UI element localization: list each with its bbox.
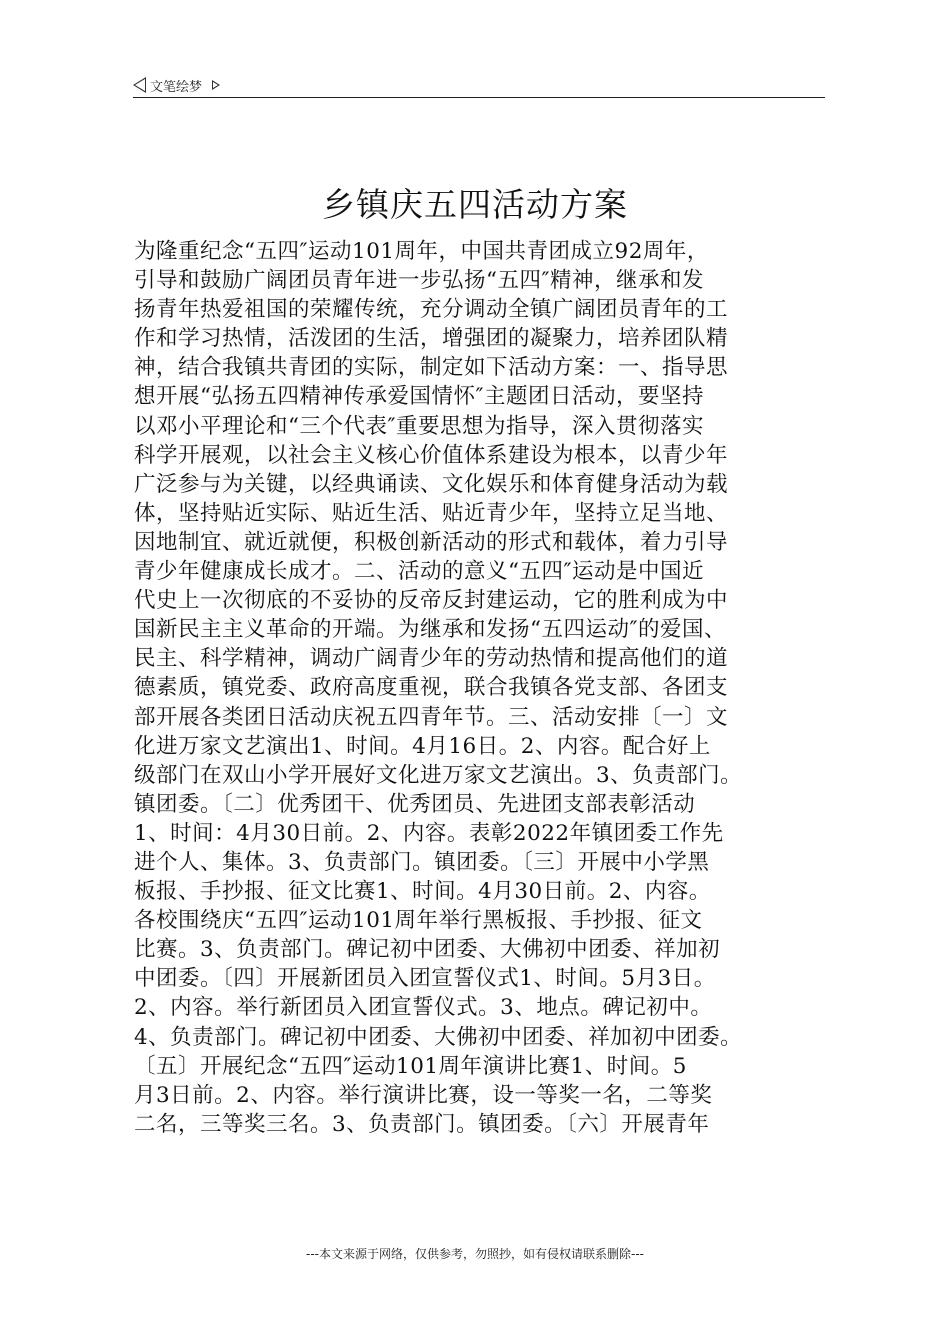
body-line: 想开展“弘扬五四精神传承爱国情怀″主题团日活动，要坚持 <box>134 384 705 410</box>
triangle-left-icon <box>133 77 146 93</box>
body-line: 比赛。3、负责部门。碑记初中团委、大佛初中团委、祥加初 <box>134 937 721 963</box>
body-line: 引导和鼓励广阔团员青年进一步弘扬“五四″精神，继承和发 <box>134 268 705 294</box>
body-line: 中团委。〔四〕开展新团员入团宣誓仪式1、时间。5月3日。 <box>134 966 716 992</box>
body-line: 广泛参与为关键，以经典诵读、文化娱乐和体育健身活动为载 <box>134 471 729 497</box>
body-line: 1、时间：4月30日前。2、内容。表彰2022年镇团委工作先 <box>134 820 724 846</box>
header-divider <box>133 97 825 98</box>
body-line: 民主、科学精神，调动广阔青少年的劳动热情和提高他们的道 <box>134 646 729 672</box>
body-line: 德素质，镇党委、政府高度重视，联合我镇各党支部、各团支 <box>134 675 729 701</box>
body-line: 科学开展观，以社会主义核心价值体系建设为根本，以青少年 <box>134 442 729 468</box>
body-line: 板报、手抄报、征文比赛1、时间。4月30日前。2、内容。 <box>134 879 711 905</box>
body-line: 因地制宜、就近就便，积极创新活动的形式和载体，着力引导 <box>134 529 729 555</box>
body-line: 2、内容。举行新团员入团宣誓仪式。3、地点。碑记初中。 <box>134 995 713 1021</box>
body-line: 4、负责部门。碑记初中团委、大佛初中团委、祥加初中团委。 <box>134 1024 743 1050</box>
body-line: 为隆重纪念“五四″运动101周年，中国共青团成立92周年， <box>134 239 709 264</box>
document-body <box>134 237 834 1139</box>
body-line: 部开展各类团日活动庆祝五四青年节。三、活动安排〔一〕文 <box>134 704 729 730</box>
body-line: 级部门在双山小学开展好文化进万家文艺演出。3、负责部门。 <box>134 762 743 788</box>
body-line: 进个人、集体。3、负责部门。镇团委。〔三〕开展中小学黑 <box>134 849 710 875</box>
body-line: 代史上一次彻底的不妥协的反帝反封建运动，它的胜利成为中 <box>134 588 729 614</box>
body-line: 二名，三等奖三名。3、负责部门。镇团委。〔六〕开展青年 <box>134 1111 710 1137</box>
footer-notice: ---本文来源于网络，仅供参考，勿照抄，如有侵权请联系删除--- <box>306 1247 644 1261</box>
body-line: 化进万家文艺演出1、时间。4月16日。2、内容。配合好上 <box>134 733 711 759</box>
body-line: 作和学习热情，活泼团的生活，增强团的凝聚力，培养团队精 <box>134 326 729 352</box>
body-line: 月3日前。2、内容。举行演讲比赛，设一等奖一名，二等奖 <box>134 1082 713 1108</box>
body-line: 各校围绕庆“五四″运动101周年举行黑板报、手抄报、征文 <box>134 908 703 934</box>
body-line: 镇团委。〔二〕优秀团干、优秀团员、先进团支部表彰活动 <box>134 791 696 817</box>
page-header <box>133 74 220 96</box>
header-brand-label: 文笔绘梦 <box>150 79 203 95</box>
body-line: 扬青年热爱祖国的荣耀传统，充分调动全镇广阔团员青年的工 <box>134 297 729 323</box>
body-line: 〔五〕开展纪念“五四″运动101周年演讲比赛1、时间。5 <box>134 1053 687 1079</box>
document-title: 乡镇庆五四活动方案 <box>322 185 628 224</box>
body-line: 神，结合我镇共青团的实际，制定如下活动方案：一、指导思 <box>134 355 729 381</box>
triangle-right-icon <box>212 80 220 90</box>
body-line: 青少年健康成长成才。二、活动的意义“五四″运动是中国近 <box>134 559 705 585</box>
body-line: 以邓小平理论和“三个代表″重要思想为指导，深入贯彻落实 <box>134 413 705 439</box>
body-line: 国新民主主义革命的开端。为继承和发扬“五四运动″的爱国、 <box>134 617 727 643</box>
body-line: 体，坚持贴近实际、贴近生活、贴近青少年，坚持立足当地、 <box>134 500 729 526</box>
